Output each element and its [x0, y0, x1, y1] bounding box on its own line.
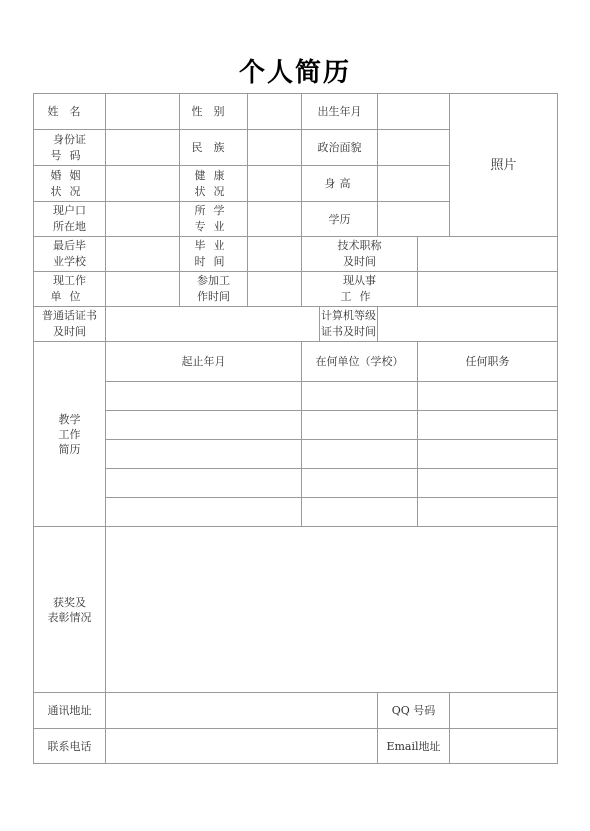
label-work-unit-line1: 现工作 — [53, 274, 86, 287]
label-health-line2: 状况 — [194, 184, 233, 198]
field-computer-cert[interactable] — [378, 307, 558, 342]
field-political[interactable] — [378, 130, 450, 166]
label-graduation-time — [180, 237, 248, 272]
field-current-job[interactable] — [418, 272, 558, 307]
label-graduated-school-line1: 最后毕 — [53, 239, 86, 252]
label-current-job-line2: 工作 — [340, 290, 379, 303]
label-computer-cert-line1: 计算机等级 — [321, 309, 376, 322]
label-work-start — [180, 272, 248, 307]
label-name: 姓名 — [34, 94, 106, 130]
field-position[interactable] — [418, 382, 558, 411]
field-period[interactable] — [106, 498, 302, 527]
label-school-major-line1: 所学 — [194, 204, 233, 217]
field-position[interactable] — [418, 469, 558, 498]
field-position[interactable] — [418, 440, 558, 469]
header-unit: 在何单位（学校） — [302, 342, 418, 382]
table-row — [34, 498, 558, 527]
field-ethnicity[interactable] — [248, 130, 302, 166]
field-work-start[interactable] — [248, 272, 302, 307]
label-gender: 性别 — [180, 94, 248, 130]
field-position[interactable] — [418, 498, 558, 527]
field-unit[interactable] — [302, 411, 418, 440]
header-position: 任何职务 — [418, 342, 558, 382]
label-awards — [34, 527, 106, 693]
label-phone: 联系电话 — [34, 729, 106, 764]
label-mandarin-cert — [34, 307, 106, 342]
label-education: 学历 — [302, 202, 378, 237]
field-qq[interactable] — [450, 693, 558, 729]
label-height: 身高 — [302, 166, 378, 202]
label-work-start-line1: 参加工 — [197, 274, 230, 287]
field-awards[interactable] — [106, 527, 558, 693]
table-row — [34, 382, 558, 411]
field-height[interactable] — [378, 166, 450, 202]
label-email: Email地址 — [378, 729, 450, 764]
label-awards-line2: 表彰情况 — [47, 610, 92, 624]
label-graduated-school-line2: 业学校 — [53, 255, 86, 268]
field-period[interactable] — [106, 469, 302, 498]
field-id-card[interactable] — [106, 130, 180, 166]
field-period[interactable] — [106, 411, 302, 440]
field-mandarin-cert[interactable] — [106, 307, 320, 342]
label-tech-title — [302, 237, 418, 272]
field-work-unit[interactable] — [106, 272, 180, 307]
field-unit[interactable] — [302, 382, 418, 411]
field-gender[interactable] — [248, 94, 302, 130]
field-marital[interactable] — [106, 166, 180, 202]
label-qq: QQ 号码 — [378, 693, 450, 729]
header-period: 起止年月 — [106, 342, 302, 382]
label-experience-line1: 教学 — [58, 412, 81, 426]
field-position[interactable] — [418, 411, 558, 440]
label-residence-line1: 现户口 — [53, 204, 86, 217]
field-health[interactable] — [248, 166, 302, 202]
label-marital — [34, 166, 106, 202]
label-school-major-line2: 专业 — [194, 220, 233, 233]
table-row — [34, 440, 558, 469]
field-period[interactable] — [106, 382, 302, 411]
label-experience-line2: 工作 — [58, 427, 81, 441]
label-current-job-line1: 现从事 — [343, 274, 376, 287]
label-experience — [34, 342, 106, 527]
photo-box[interactable] — [450, 94, 558, 237]
label-work-start-line2: 作时间 — [197, 290, 230, 303]
label-political: 政治面貌 — [302, 130, 378, 166]
field-education[interactable] — [378, 202, 450, 237]
label-marital-line2: 状况 — [50, 184, 89, 198]
label-residence — [34, 202, 106, 237]
label-experience-line3: 简历 — [58, 442, 81, 456]
label-awards-line1: 获奖及 — [53, 595, 86, 609]
label-address: 通讯地址 — [34, 693, 106, 729]
label-tech-title-line1: 技术职称 — [337, 239, 382, 252]
label-school-major — [180, 202, 248, 237]
label-residence-line2: 所在地 — [53, 220, 86, 233]
label-graduation-time-line2: 时间 — [194, 255, 233, 268]
label-computer-cert — [320, 307, 378, 342]
label-graduated-school — [34, 237, 106, 272]
label-id-card-line2: 号码 — [50, 148, 89, 162]
field-name[interactable] — [106, 94, 180, 130]
label-health — [180, 166, 248, 202]
label-work-unit-line2: 单位 — [50, 290, 89, 303]
resume-form-table — [33, 93, 558, 764]
label-mandarin-cert-line1: 普通话证书 — [42, 309, 97, 322]
field-school-major[interactable] — [248, 202, 302, 237]
label-health-line1: 健康 — [194, 168, 233, 182]
field-tech-title[interactable] — [418, 237, 558, 272]
label-work-unit — [34, 272, 106, 307]
table-row — [34, 411, 558, 440]
table-row — [34, 469, 558, 498]
field-unit[interactable] — [302, 469, 418, 498]
label-graduation-time-line1: 毕业 — [194, 239, 233, 252]
label-mandarin-cert-line2: 及时间 — [53, 325, 86, 338]
field-unit[interactable] — [302, 498, 418, 527]
label-tech-title-line2: 及时间 — [343, 255, 376, 268]
field-address[interactable] — [106, 693, 378, 729]
label-id-card — [34, 130, 106, 166]
field-birth[interactable] — [378, 94, 450, 130]
label-computer-cert-line2: 证书及时间 — [321, 325, 376, 338]
label-ethnicity: 民族 — [180, 130, 248, 166]
field-email[interactable] — [450, 729, 558, 764]
label-current-job — [302, 272, 418, 307]
field-graduated-school[interactable] — [106, 237, 180, 272]
page-title: 个人简历 — [238, 58, 351, 88]
label-marital-line1: 婚姻 — [50, 168, 89, 182]
label-id-card-line1: 身份证 — [53, 132, 86, 146]
label-birth: 出生年月 — [302, 94, 378, 130]
field-graduation-time[interactable] — [248, 237, 302, 272]
field-unit[interactable] — [302, 440, 418, 469]
label-photo: 照片 — [490, 157, 517, 173]
field-period[interactable] — [106, 440, 302, 469]
field-residence[interactable] — [106, 202, 180, 237]
field-phone[interactable] — [106, 729, 378, 764]
